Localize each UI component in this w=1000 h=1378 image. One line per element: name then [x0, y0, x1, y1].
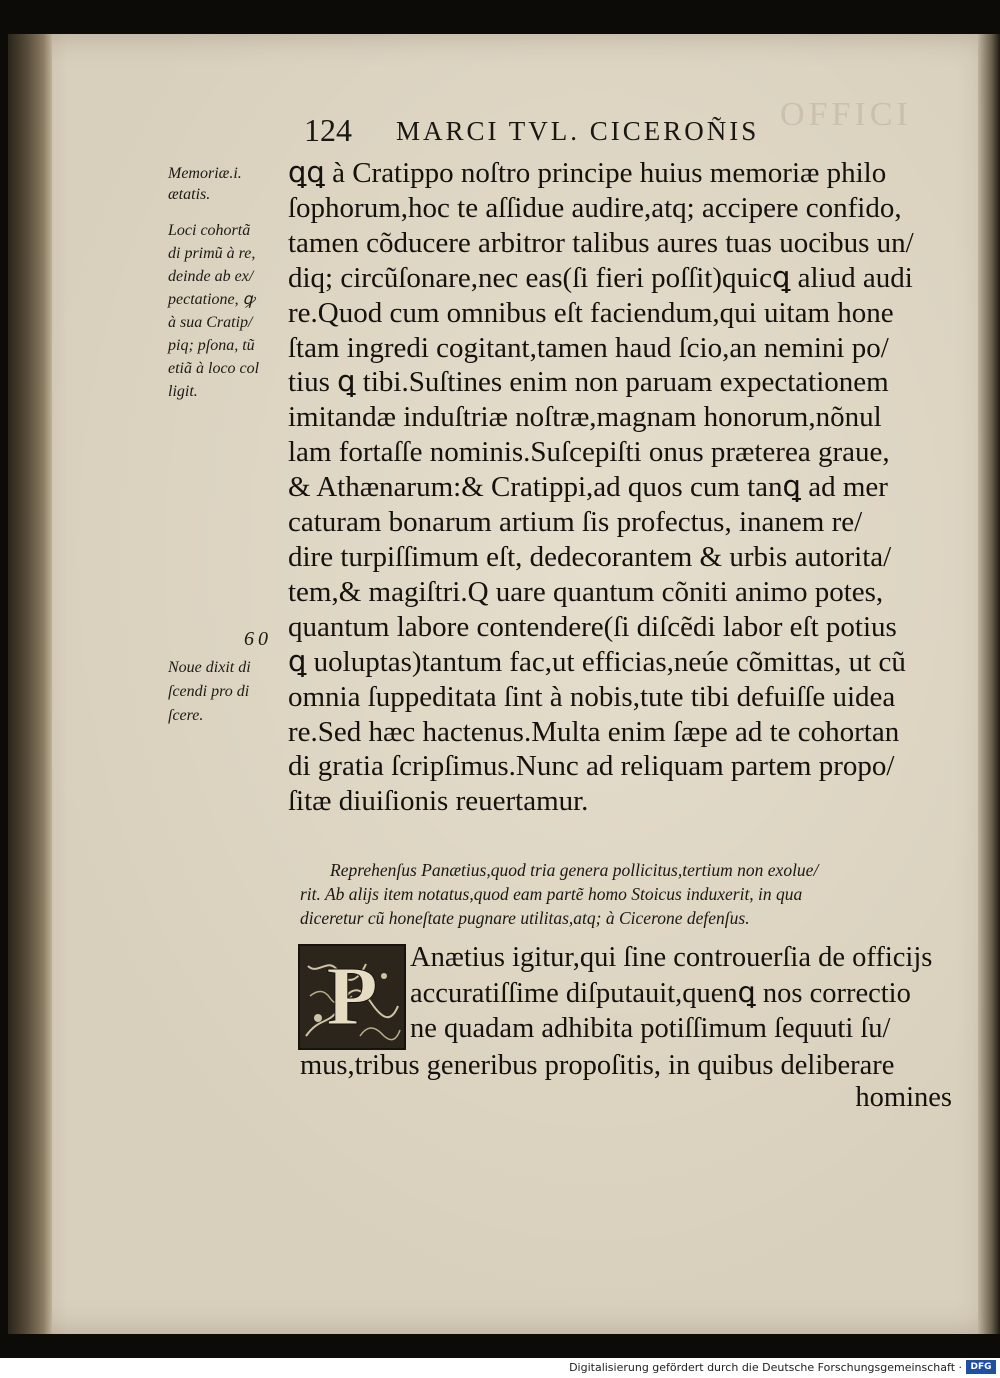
initial-letter: P — [326, 950, 378, 1043]
margin-note-line: di primũ à re, — [168, 245, 256, 262]
dfg-logo-icon: DFG — [966, 1360, 996, 1374]
text-line: re.Sed hæc hactenus.Multa enim ſæpe ad te cohortan — [288, 715, 900, 748]
text-line: accuratiſſime diſputauit,quenꝗ nos correctio — [410, 977, 911, 1009]
text-line: quantum labore contendere(ſi diſcẽdi labor eſt potius — [288, 610, 897, 643]
page-header — [300, 112, 800, 152]
book-spine — [8, 34, 52, 1334]
margin-note-line: etiã à loco col — [168, 360, 260, 377]
catchword: homines — [855, 1082, 952, 1113]
margin-note-memoria — [168, 163, 293, 205]
text-line: omnia ſuppeditata ſint à nobis,tute tibi defuiſſe uidea — [288, 680, 896, 713]
margin-note-line: ſcendi pro di — [168, 683, 250, 700]
text-line: re.Quod cum omnibus eſt faciendum,qui uitam hone — [288, 296, 894, 329]
folio-number: 124 — [304, 112, 352, 148]
margin-note-noue — [168, 656, 293, 728]
summary-line: diceretur cũ honeſtate pugnare utilitas,atq; à Cicerone defenſus. — [300, 908, 750, 928]
margin-note-line: Loci cohortã — [168, 222, 251, 239]
funding-credit: Digitalisierung gefördert durch die Deutsche Forschungsgemeinschaft · — [569, 1361, 962, 1374]
margin-note-line: Memoriæ.i. — [168, 165, 242, 182]
text-line: lam fortaſſe nominis.Suſcepiſti onus præterea graue, — [288, 436, 890, 469]
text-line: ꝗꝗ à Cratippo noſtro principe huius memoriæ philo — [288, 157, 887, 189]
text-line: tem,& magiſtri.Q uare quantum cõniti animo potes, — [288, 575, 884, 608]
text-line: di gratia ſcripſimus.Nunc ad reliquam partem propo/ — [288, 750, 895, 783]
page-edge — [978, 34, 1000, 1334]
text-line: diq; circũſonare,nec eas(ſi fieri poſſit)quicꝗ aliud audi — [288, 261, 913, 294]
chapter-opening — [410, 940, 960, 1047]
text-line: ſophorum,hoc te aſſidue audire,atq; accipere confido, — [288, 191, 902, 224]
summary-line: rit. Ab alijs item notatus,quod eam partẽ homo Stoicus induxerit, in qua — [300, 884, 803, 904]
text-line: & Athænarum:& Cratippi,ad quos cum tanꝗ ad mer — [288, 471, 888, 504]
text-line: dire turpiſſimum eſt, dedecorantem & urbis autorita/ — [288, 540, 892, 573]
line-number: 60 — [244, 628, 272, 650]
margin-note-line: ætatis. — [168, 186, 211, 203]
main-text-block — [288, 156, 948, 819]
text-line: imitandæ induſtriæ noſtræ,magnam honorum,nõnul — [288, 401, 882, 434]
margin-note-line: ſcere. — [168, 707, 204, 724]
text-line: tamen cõducere arbitror talibus aures tuas uocibus un/ — [288, 226, 914, 259]
text-line: Anætius igitur,qui ſine controuerſia de officijs — [410, 942, 933, 973]
bleed-through-text: OFFICI — [780, 96, 912, 133]
margin-note-line: à sua Cratip/ — [168, 314, 253, 331]
margin-note-line: pectatione, ꝙ — [168, 291, 255, 308]
text-line: tius ꝗ tibi.Suſtines enim non paruam expectationem — [288, 366, 889, 399]
text-line: ne quadam adhibita potiſſimum ſequuti ſu/ — [410, 1013, 891, 1044]
margin-note-line: piq; pſona, tũ — [168, 337, 255, 354]
chapter-summary — [300, 858, 960, 930]
margin-note-loci — [168, 219, 293, 403]
text-line: ſitæ diuiſionis reuertamur. — [288, 785, 589, 818]
decorated-initial — [298, 944, 406, 1050]
margin-note-line: ligit. — [168, 383, 198, 400]
summary-line: Reprehenſus Panætius,quod tria genera pollicitus,tertium non exolue/ — [330, 860, 819, 880]
running-head: MARCI TVL. CICEROÑIS — [396, 116, 760, 146]
text-line: mus,tribus generibus propoſitis, in quibus deliberare — [300, 1050, 895, 1081]
margin-note-line: deinde ab ex/ — [168, 268, 254, 285]
margin-note-line: Noue dixit di — [168, 659, 251, 676]
text-line: ſtam ingredi cogitant,tamen haud ſcio,an nemini po/ — [288, 331, 889, 364]
text-line: ꝗ uoluptas)tantum fac,ut efficias,neúe cõmittas, ut cũ — [288, 645, 906, 678]
text-line: caturam bonarum artium ſis profectus, inanem re/ — [288, 506, 863, 539]
